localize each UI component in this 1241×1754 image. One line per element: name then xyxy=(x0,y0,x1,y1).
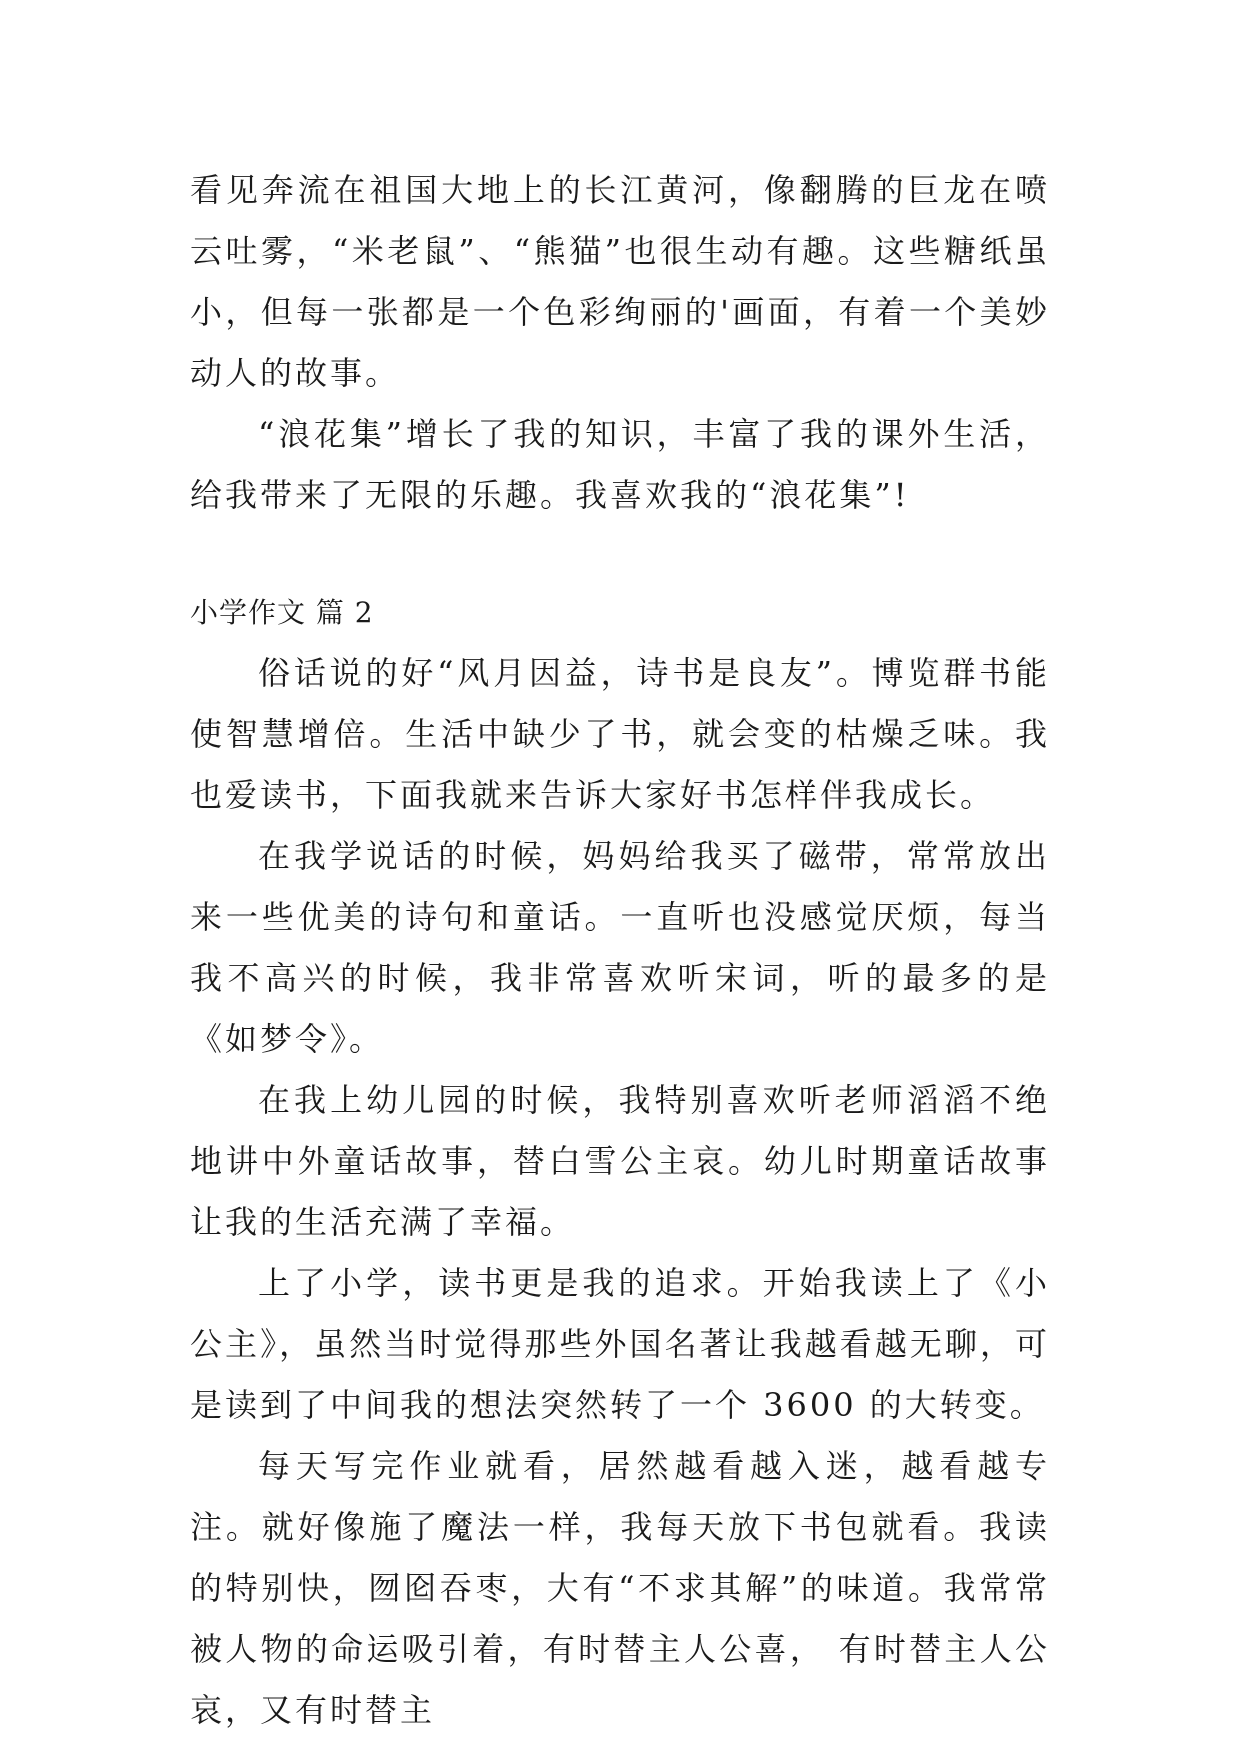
paragraph-5: 在我上幼儿园的时候，我特别喜欢听老师滔滔不绝地讲中外童话故事，替白雪公主哀。幼儿时期童话故事让我的生活充满了幸福。 xyxy=(190,1081,1050,1241)
section-title: 小学作文 篇 2 xyxy=(190,596,374,629)
paragraph-7: 每天写完作业就看，居然越看越入迷，越看越专注。就好像施了魔法一样，我每天放下书包就看。我读的特别快，囫囵吞枣，大有“不求其解”的味道。我常常被人物的命运吸引着，有时替主人公喜， 有时替主人公哀，又有时替主 xyxy=(190,1447,1050,1729)
paragraph-3: 俗话说的好“风月因益，诗书是良友”。博览群书能使智慧增倍。生活中缺少了书，就会变的枯燥乏味。我也爱读书，下面我就来告诉大家好书怎样伴我成长。 xyxy=(190,654,1050,814)
paragraph-6: 上了小学，读书更是我的追求。开始我读上了《小公主》，虽然当时觉得那些外国名著让我越看越无聊，可是读到了中间我的想法突然转了一个 3600 的大转变。 xyxy=(190,1264,1050,1424)
paragraph-2: “浪花集”增长了我的知识，丰富了我的课外生活，给我带来了无限的乐趣。我喜欢我的“浪花集”! xyxy=(190,415,1050,514)
paragraph-4: 在我学说话的时候，妈妈给我买了磁带，常常放出来一些优美的诗句和童话。一直听也没感觉厌烦，每当我不高兴的时候，我非常喜欢听宋词，听的最多的是《如梦令》。 xyxy=(190,837,1050,1058)
paragraph-1: 看见奔流在祖国大地上的长江黄河，像翻腾的巨龙在喷云吐雾，“米老鼠”、“熊猫”也很生动有趣。这些糖纸虽小，但每一张都是一个色彩绚丽的'画面，有着一个美妙动人的故事。 xyxy=(190,171,1050,392)
document-page xyxy=(190,160,1050,1741)
